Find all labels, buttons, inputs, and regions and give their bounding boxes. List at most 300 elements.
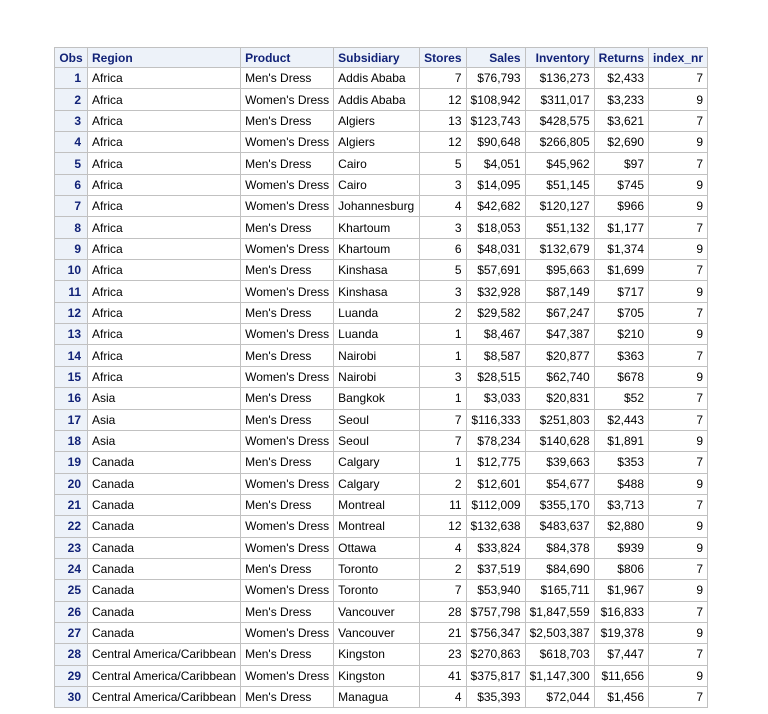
cell-index-nr: 7 [649, 494, 708, 515]
cell-index-nr: 9 [649, 516, 708, 537]
cell-product: Men's Dress [241, 558, 334, 579]
table-row [55, 196, 708, 217]
column-header-subsidiary: Subsidiary [334, 48, 420, 68]
table-row [55, 537, 708, 558]
cell-sales: $28,515 [466, 366, 525, 387]
cell-obs: 28 [55, 644, 88, 665]
cell-obs: 30 [55, 686, 88, 707]
cell-region: Canada [88, 452, 241, 473]
cell-sales: $48,031 [466, 238, 525, 259]
cell-stores: 4 [420, 537, 466, 558]
cell-product: Women's Dress [241, 89, 334, 110]
column-header-sales: Sales [466, 48, 525, 68]
cell-region: Africa [88, 217, 241, 238]
cell-subsidiary: Kinshasa [334, 260, 420, 281]
cell-stores: 3 [420, 281, 466, 302]
cell-sales: $29,582 [466, 302, 525, 323]
table-row [55, 452, 708, 473]
cell-stores: 12 [420, 132, 466, 153]
cell-region: Africa [88, 366, 241, 387]
table-row [55, 345, 708, 366]
cell-region: Africa [88, 345, 241, 366]
cell-index-nr: 9 [649, 324, 708, 345]
table-body [55, 68, 708, 708]
cell-region: Central America/Caribbean [88, 686, 241, 707]
cell-returns: $363 [594, 345, 648, 366]
cell-region: Africa [88, 281, 241, 302]
cell-index-nr: 9 [649, 537, 708, 558]
cell-index-nr: 9 [649, 174, 708, 195]
cell-inventory: $2,503,387 [525, 622, 594, 643]
cell-subsidiary: Calgary [334, 452, 420, 473]
cell-sales: $757,798 [466, 601, 525, 622]
cell-product: Men's Dress [241, 345, 334, 366]
table-row [55, 622, 708, 643]
cell-returns: $806 [594, 558, 648, 579]
cell-index-nr: 7 [649, 601, 708, 622]
table-row [55, 324, 708, 345]
cell-stores: 41 [420, 665, 466, 686]
cell-region: Canada [88, 622, 241, 643]
cell-product: Men's Dress [241, 601, 334, 622]
cell-sales: $32,928 [466, 281, 525, 302]
cell-stores: 3 [420, 366, 466, 387]
table-row [55, 174, 708, 195]
table-row [55, 153, 708, 174]
sales-report-table [54, 47, 708, 708]
cell-inventory: $51,132 [525, 217, 594, 238]
cell-inventory: $140,628 [525, 430, 594, 451]
cell-subsidiary: Toronto [334, 580, 420, 601]
cell-index-nr: 9 [649, 622, 708, 643]
cell-obs: 24 [55, 558, 88, 579]
cell-index-nr: 7 [649, 110, 708, 131]
cell-returns: $745 [594, 174, 648, 195]
table-row [55, 494, 708, 515]
cell-product: Women's Dress [241, 324, 334, 345]
cell-region: Central America/Caribbean [88, 665, 241, 686]
cell-obs: 13 [55, 324, 88, 345]
cell-region: Canada [88, 516, 241, 537]
cell-region: Asia [88, 388, 241, 409]
cell-product: Women's Dress [241, 580, 334, 601]
cell-sales: $112,009 [466, 494, 525, 515]
cell-product: Men's Dress [241, 110, 334, 131]
cell-stores: 5 [420, 153, 466, 174]
cell-obs: 10 [55, 260, 88, 281]
cell-obs: 2 [55, 89, 88, 110]
cell-stores: 12 [420, 89, 466, 110]
cell-returns: $1,699 [594, 260, 648, 281]
column-header-stores: Stores [420, 48, 466, 68]
cell-stores: 21 [420, 622, 466, 643]
cell-subsidiary: Kingston [334, 665, 420, 686]
cell-sales: $35,393 [466, 686, 525, 707]
cell-inventory: $45,962 [525, 153, 594, 174]
cell-subsidiary: Managua [334, 686, 420, 707]
cell-returns: $1,967 [594, 580, 648, 601]
cell-region: Canada [88, 558, 241, 579]
cell-obs: 27 [55, 622, 88, 643]
cell-inventory: $95,663 [525, 260, 594, 281]
cell-sales: $123,743 [466, 110, 525, 131]
cell-region: Africa [88, 68, 241, 89]
cell-region: Canada [88, 537, 241, 558]
cell-product: Men's Dress [241, 302, 334, 323]
cell-product: Women's Dress [241, 430, 334, 451]
cell-index-nr: 7 [649, 452, 708, 473]
cell-stores: 4 [420, 196, 466, 217]
cell-obs: 22 [55, 516, 88, 537]
cell-obs: 3 [55, 110, 88, 131]
cell-subsidiary: Cairo [334, 174, 420, 195]
cell-obs: 25 [55, 580, 88, 601]
cell-sales: $42,682 [466, 196, 525, 217]
cell-index-nr: 7 [649, 388, 708, 409]
cell-subsidiary: Cairo [334, 153, 420, 174]
cell-stores: 7 [420, 68, 466, 89]
cell-returns: $2,433 [594, 68, 648, 89]
cell-inventory: $355,170 [525, 494, 594, 515]
cell-sales: $18,053 [466, 217, 525, 238]
cell-returns: $1,456 [594, 686, 648, 707]
cell-sales: $4,051 [466, 153, 525, 174]
cell-product: Women's Dress [241, 132, 334, 153]
cell-returns: $717 [594, 281, 648, 302]
cell-subsidiary: Seoul [334, 430, 420, 451]
cell-region: Asia [88, 409, 241, 430]
cell-obs: 5 [55, 153, 88, 174]
cell-subsidiary: Vancouver [334, 622, 420, 643]
cell-sales: $76,793 [466, 68, 525, 89]
cell-subsidiary: Addis Ababa [334, 89, 420, 110]
cell-inventory: $39,663 [525, 452, 594, 473]
cell-region: Canada [88, 580, 241, 601]
cell-product: Men's Dress [241, 260, 334, 281]
cell-obs: 26 [55, 601, 88, 622]
cell-subsidiary: Toronto [334, 558, 420, 579]
cell-stores: 6 [420, 238, 466, 259]
cell-obs: 17 [55, 409, 88, 430]
cell-index-nr: 9 [649, 238, 708, 259]
cell-sales: $375,817 [466, 665, 525, 686]
cell-index-nr: 7 [649, 644, 708, 665]
cell-inventory: $1,147,300 [525, 665, 594, 686]
cell-inventory: $87,149 [525, 281, 594, 302]
cell-sales: $8,587 [466, 345, 525, 366]
cell-sales: $108,942 [466, 89, 525, 110]
cell-product: Men's Dress [241, 494, 334, 515]
cell-inventory: $20,831 [525, 388, 594, 409]
table-row [55, 473, 708, 494]
cell-returns: $210 [594, 324, 648, 345]
cell-index-nr: 7 [649, 409, 708, 430]
cell-inventory: $266,805 [525, 132, 594, 153]
table-row [55, 516, 708, 537]
cell-product: Women's Dress [241, 665, 334, 686]
cell-index-nr: 9 [649, 580, 708, 601]
cell-sales: $33,824 [466, 537, 525, 558]
cell-returns: $488 [594, 473, 648, 494]
cell-product: Women's Dress [241, 622, 334, 643]
table-row [55, 68, 708, 89]
cell-returns: $16,833 [594, 601, 648, 622]
cell-returns: $1,177 [594, 217, 648, 238]
cell-product: Women's Dress [241, 196, 334, 217]
table-header [55, 48, 708, 68]
cell-stores: 13 [420, 110, 466, 131]
cell-returns: $7,447 [594, 644, 648, 665]
cell-obs: 19 [55, 452, 88, 473]
header-row [55, 48, 708, 68]
cell-obs: 16 [55, 388, 88, 409]
cell-inventory: $251,803 [525, 409, 594, 430]
cell-returns: $2,443 [594, 409, 648, 430]
cell-subsidiary: Luanda [334, 324, 420, 345]
cell-returns: $52 [594, 388, 648, 409]
cell-product: Men's Dress [241, 68, 334, 89]
cell-region: Africa [88, 302, 241, 323]
cell-inventory: $311,017 [525, 89, 594, 110]
cell-product: Men's Dress [241, 409, 334, 430]
cell-stores: 7 [420, 409, 466, 430]
table-row [55, 686, 708, 707]
cell-subsidiary: Ottawa [334, 537, 420, 558]
table-row [55, 89, 708, 110]
cell-region: Canada [88, 494, 241, 515]
cell-inventory: $1,847,559 [525, 601, 594, 622]
cell-index-nr: 7 [649, 153, 708, 174]
table-row [55, 409, 708, 430]
cell-inventory: $136,273 [525, 68, 594, 89]
cell-sales: $12,601 [466, 473, 525, 494]
cell-obs: 4 [55, 132, 88, 153]
cell-index-nr: 9 [649, 281, 708, 302]
report-table-container [54, 47, 708, 708]
cell-inventory: $618,703 [525, 644, 594, 665]
cell-index-nr: 7 [649, 302, 708, 323]
cell-stores: 23 [420, 644, 466, 665]
cell-stores: 28 [420, 601, 466, 622]
cell-obs: 8 [55, 217, 88, 238]
cell-index-nr: 9 [649, 430, 708, 451]
table-row [55, 110, 708, 131]
cell-stores: 5 [420, 260, 466, 281]
cell-returns: $705 [594, 302, 648, 323]
cell-sales: $116,333 [466, 409, 525, 430]
column-header-returns: Returns [594, 48, 648, 68]
cell-obs: 15 [55, 366, 88, 387]
cell-obs: 7 [55, 196, 88, 217]
cell-stores: 2 [420, 473, 466, 494]
cell-obs: 21 [55, 494, 88, 515]
cell-obs: 18 [55, 430, 88, 451]
cell-subsidiary: Johannesburg [334, 196, 420, 217]
cell-stores: 3 [420, 174, 466, 195]
cell-obs: 12 [55, 302, 88, 323]
cell-stores: 4 [420, 686, 466, 707]
cell-region: Africa [88, 260, 241, 281]
cell-inventory: $72,044 [525, 686, 594, 707]
cell-sales: $37,519 [466, 558, 525, 579]
cell-index-nr: 7 [649, 68, 708, 89]
cell-obs: 20 [55, 473, 88, 494]
cell-product: Men's Dress [241, 686, 334, 707]
cell-returns: $2,690 [594, 132, 648, 153]
cell-subsidiary: Kingston [334, 644, 420, 665]
cell-region: Africa [88, 110, 241, 131]
cell-returns: $678 [594, 366, 648, 387]
cell-obs: 9 [55, 238, 88, 259]
cell-product: Men's Dress [241, 452, 334, 473]
cell-product: Women's Dress [241, 516, 334, 537]
cell-region: Africa [88, 238, 241, 259]
cell-obs: 6 [55, 174, 88, 195]
cell-product: Women's Dress [241, 281, 334, 302]
cell-stores: 7 [420, 430, 466, 451]
cell-sales: $3,033 [466, 388, 525, 409]
cell-inventory: $51,145 [525, 174, 594, 195]
column-header-inventory: Inventory [525, 48, 594, 68]
table-row [55, 665, 708, 686]
cell-subsidiary: Bangkok [334, 388, 420, 409]
cell-subsidiary: Luanda [334, 302, 420, 323]
cell-subsidiary: Khartoum [334, 217, 420, 238]
cell-obs: 23 [55, 537, 88, 558]
cell-region: Africa [88, 132, 241, 153]
cell-subsidiary: Calgary [334, 473, 420, 494]
cell-product: Men's Dress [241, 217, 334, 238]
cell-subsidiary: Kinshasa [334, 281, 420, 302]
cell-subsidiary: Seoul [334, 409, 420, 430]
table-row [55, 366, 708, 387]
cell-returns: $1,891 [594, 430, 648, 451]
cell-subsidiary: Algiers [334, 132, 420, 153]
cell-index-nr: 7 [649, 345, 708, 366]
cell-region: Africa [88, 196, 241, 217]
cell-stores: 11 [420, 494, 466, 515]
cell-sales: $57,691 [466, 260, 525, 281]
cell-sales: $14,095 [466, 174, 525, 195]
cell-product: Men's Dress [241, 388, 334, 409]
cell-sales: $12,775 [466, 452, 525, 473]
cell-returns: $97 [594, 153, 648, 174]
cell-index-nr: 7 [649, 558, 708, 579]
table-row [55, 281, 708, 302]
cell-index-nr: 9 [649, 89, 708, 110]
cell-returns: $3,621 [594, 110, 648, 131]
cell-stores: 12 [420, 516, 466, 537]
cell-inventory: $47,387 [525, 324, 594, 345]
cell-index-nr: 9 [649, 366, 708, 387]
table-row [55, 302, 708, 323]
cell-product: Men's Dress [241, 153, 334, 174]
cell-obs: 29 [55, 665, 88, 686]
cell-sales: $90,648 [466, 132, 525, 153]
cell-product: Women's Dress [241, 238, 334, 259]
cell-subsidiary: Nairobi [334, 366, 420, 387]
cell-product: Women's Dress [241, 473, 334, 494]
cell-inventory: $483,637 [525, 516, 594, 537]
cell-returns: $3,713 [594, 494, 648, 515]
cell-index-nr: 9 [649, 132, 708, 153]
cell-stores: 2 [420, 558, 466, 579]
cell-index-nr: 7 [649, 217, 708, 238]
cell-inventory: $84,690 [525, 558, 594, 579]
cell-returns: $3,233 [594, 89, 648, 110]
cell-sales: $132,638 [466, 516, 525, 537]
cell-returns: $353 [594, 452, 648, 473]
cell-index-nr: 7 [649, 686, 708, 707]
cell-returns: $19,378 [594, 622, 648, 643]
column-header-obs: Obs [55, 48, 88, 68]
cell-index-nr: 9 [649, 196, 708, 217]
cell-stores: 1 [420, 452, 466, 473]
cell-index-nr: 9 [649, 473, 708, 494]
cell-inventory: $428,575 [525, 110, 594, 131]
cell-region: Africa [88, 153, 241, 174]
cell-product: Women's Dress [241, 537, 334, 558]
cell-product: Women's Dress [241, 174, 334, 195]
cell-inventory: $132,679 [525, 238, 594, 259]
cell-region: Canada [88, 473, 241, 494]
cell-region: Canada [88, 601, 241, 622]
cell-region: Africa [88, 324, 241, 345]
cell-index-nr: 7 [649, 260, 708, 281]
cell-product: Men's Dress [241, 644, 334, 665]
cell-inventory: $20,877 [525, 345, 594, 366]
table-row [55, 601, 708, 622]
cell-inventory: $165,711 [525, 580, 594, 601]
cell-product: Women's Dress [241, 366, 334, 387]
cell-subsidiary: Vancouver [334, 601, 420, 622]
cell-returns: $1,374 [594, 238, 648, 259]
cell-inventory: $54,677 [525, 473, 594, 494]
cell-stores: 7 [420, 580, 466, 601]
cell-sales: $270,863 [466, 644, 525, 665]
column-header-index-nr: index_nr [649, 48, 708, 68]
cell-stores: 1 [420, 324, 466, 345]
cell-inventory: $67,247 [525, 302, 594, 323]
table-row [55, 238, 708, 259]
cell-inventory: $84,378 [525, 537, 594, 558]
cell-returns: $11,656 [594, 665, 648, 686]
cell-returns: $2,880 [594, 516, 648, 537]
cell-subsidiary: Montreal [334, 516, 420, 537]
cell-stores: 1 [420, 388, 466, 409]
cell-region: Africa [88, 174, 241, 195]
cell-region: Central America/Caribbean [88, 644, 241, 665]
cell-obs: 1 [55, 68, 88, 89]
table-row [55, 580, 708, 601]
cell-sales: $53,940 [466, 580, 525, 601]
column-header-region: Region [88, 48, 241, 68]
cell-stores: 2 [420, 302, 466, 323]
cell-subsidiary: Montreal [334, 494, 420, 515]
cell-region: Asia [88, 430, 241, 451]
cell-subsidiary: Addis Ababa [334, 68, 420, 89]
table-row [55, 132, 708, 153]
column-header-product: Product [241, 48, 334, 68]
cell-subsidiary: Algiers [334, 110, 420, 131]
cell-obs: 11 [55, 281, 88, 302]
cell-sales: $8,467 [466, 324, 525, 345]
table-row [55, 217, 708, 238]
cell-index-nr: 9 [649, 665, 708, 686]
table-row [55, 430, 708, 451]
cell-subsidiary: Khartoum [334, 238, 420, 259]
cell-sales: $756,347 [466, 622, 525, 643]
